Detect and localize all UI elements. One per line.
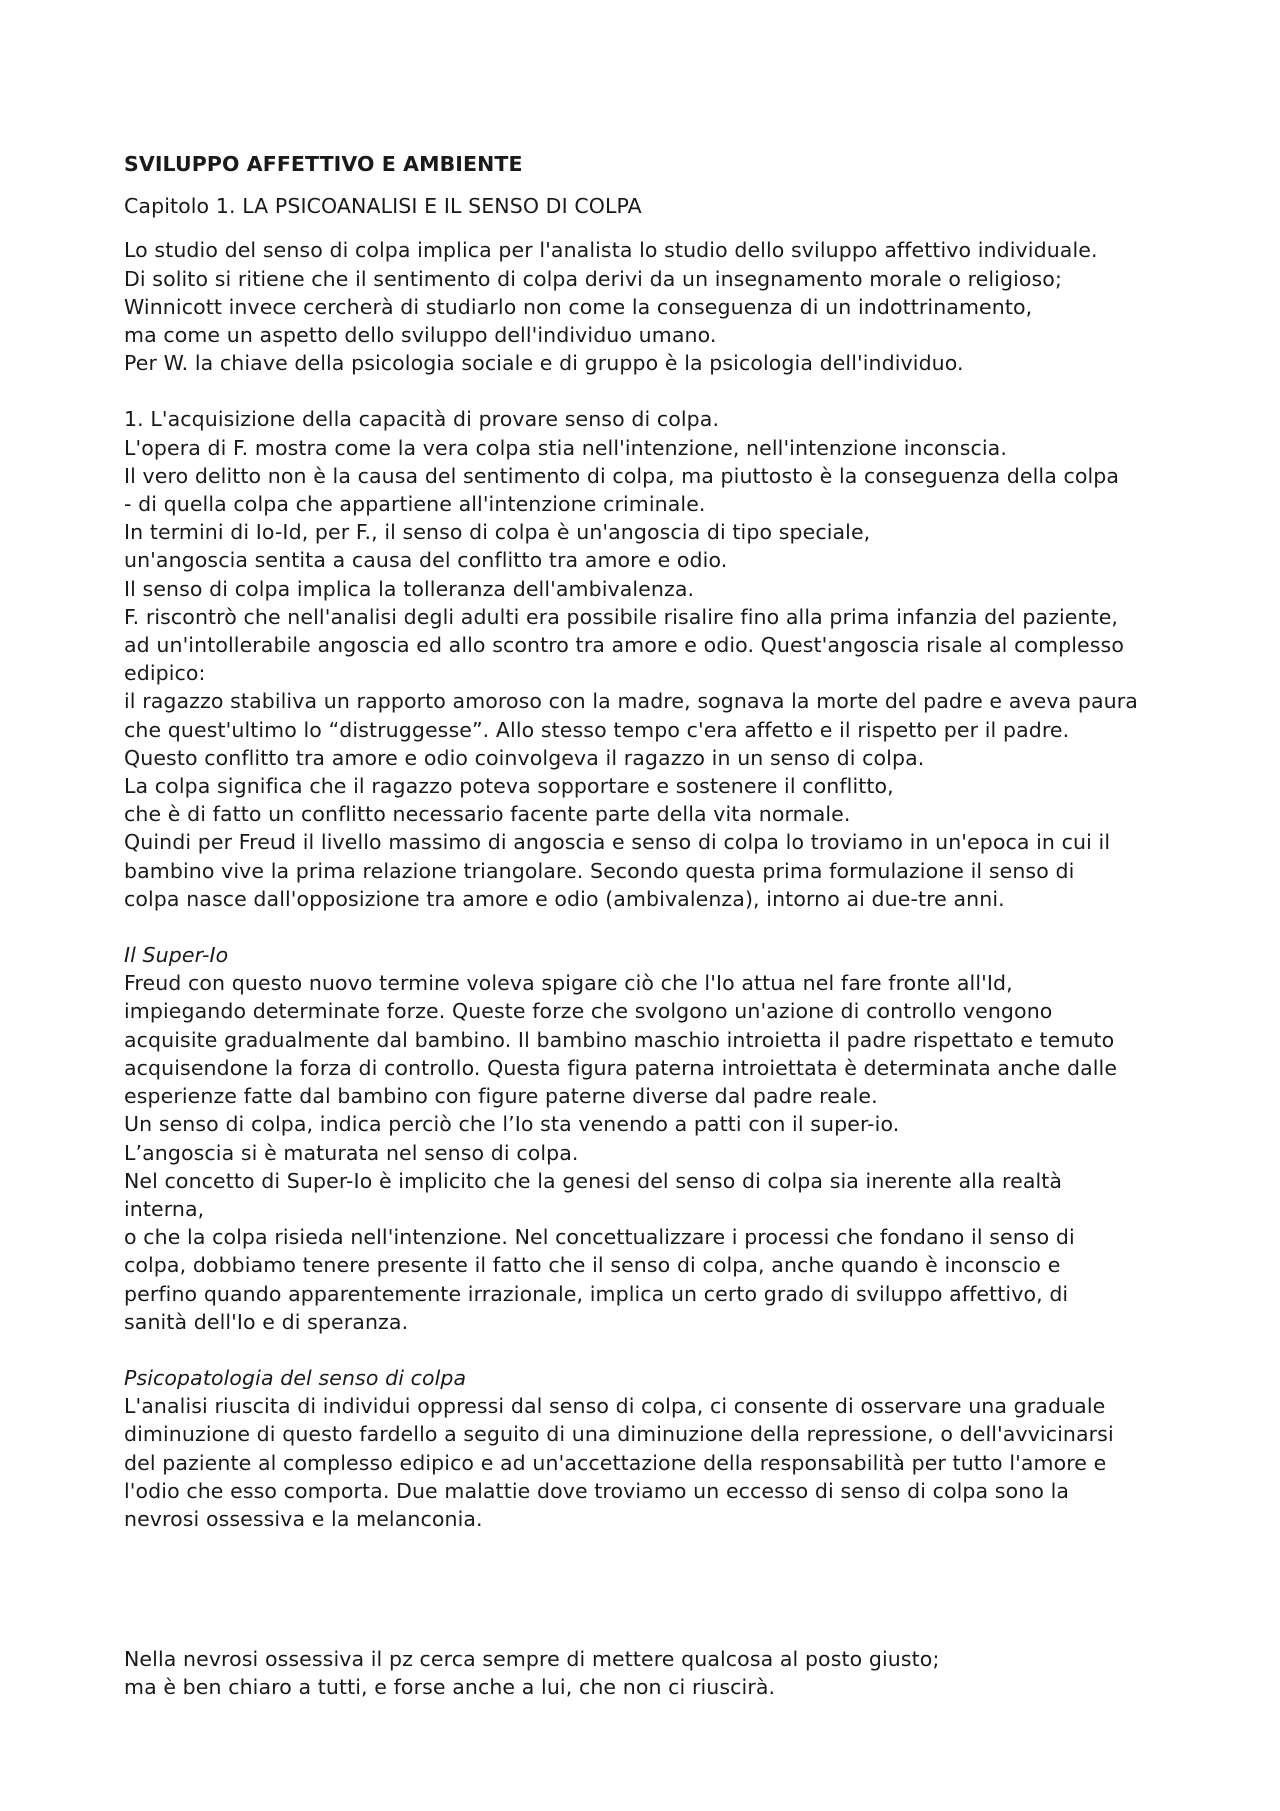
text-line: interna,: [124, 1196, 205, 1221]
section-psicopatologia: [124, 1364, 1204, 1533]
text-line: diminuzione di questo fardello a seguito di una diminuzione della repressione, o dell'avvicinarsi: [124, 1422, 1114, 1447]
section-super-io: [124, 941, 1204, 1336]
text-line: Nella nevrosi ossessiva il pz cerca sempre di mettere qualcosa al posto giusto;: [124, 1647, 940, 1672]
text-line: - di quella colpa che appartiene all'intenzione criminale.: [124, 492, 706, 517]
text-line: edipico:: [124, 661, 206, 686]
section-1: [124, 405, 1204, 913]
text-line: acquisite gradualmente dal bambino. Il bambino maschio introietta il padre rispettato e temuto: [124, 1027, 1115, 1052]
text-line: Per W. la chiave della psicologia sociale e di gruppo è la psicologia dell'individuo.: [124, 351, 964, 376]
text-line: Quindi per Freud il livello massimo di angoscia e senso di colpa lo troviamo in un'epoca in cui il: [124, 830, 1111, 855]
text-line: o che la colpa risieda nell'intenzione. Nel concettualizzare i processi che fondano il senso di: [124, 1225, 1075, 1250]
text-line: che quest'ultimo lo “distruggesse”. Allo stesso tempo c'era affetto e il rispetto per il padre.: [124, 717, 1070, 742]
text-line: Winnicott invece cercherà di studiarlo non come la conseguenza di un indottrinamento,: [124, 294, 1033, 319]
text-line: bambino vive la prima relazione triangolare. Secondo questa prima formulazione il senso di: [124, 858, 1075, 883]
text-line: colpa, dobbiamo tenere presente il fatto che il senso di colpa, anche quando è inconscio e: [124, 1253, 1061, 1278]
section-heading: Il Super-Io: [124, 943, 229, 968]
intro-paragraph: [124, 236, 1204, 377]
text-line: Il senso di colpa implica la tolleranza dell'ambivalenza.: [124, 576, 695, 601]
text-line: L'opera di F. mostra come la vera colpa stia nell'intenzione, nell'intenzione inconscia.: [124, 435, 1007, 460]
text-line: Un senso di colpa, indica perciò che l’Io sta venendo a patti con il super-io.: [124, 1112, 900, 1137]
text-line: nevrosi ossessiva e la melanconia.: [124, 1506, 483, 1531]
text-line: che è di fatto un conflitto necessario facente parte della vita normale.: [124, 802, 851, 827]
text-line: ma come un aspetto dello sviluppo dell'individuo umano.: [124, 323, 717, 348]
text-line: l'odio che esso comporta. Due malattie dove troviamo un eccesso di senso di colpa sono la: [124, 1478, 1070, 1503]
text-line: un'angoscia sentita a causa del conflitto tra amore e odio.: [124, 548, 728, 573]
text-line: Nel concetto di Super-Io è implicito che la genesi del senso di colpa sia inerente alla realtà: [124, 1168, 1063, 1193]
text-line: colpa nasce dall'opposizione tra amore e odio (ambivalenza), intorno ai due-tre anni.: [124, 886, 1005, 911]
text-line: L'analisi riuscita di individui oppressi dal senso di colpa, ci consente di osservare una graduale: [124, 1394, 1106, 1419]
text-line: impiegando determinate forze. Queste forze che svolgono un'azione di controllo vengono: [124, 999, 1053, 1024]
document-title: SVILUPPO AFFETTIVO E AMBIENTE: [124, 152, 523, 176]
text-line: Di solito si ritiene che il sentimento di colpa derivi da un insegnamento morale o religioso;: [124, 266, 1062, 291]
text-line: acquisendone la forza di controllo. Questa figura paterna introiettata è determinata anche dalle: [124, 1055, 1118, 1080]
text-line: F. riscontrò che nell'analisi degli adulti era possibile risalire fino alla prima infanzia del paziente,: [124, 604, 1119, 629]
text-line: Il vero delitto non è la causa del sentimento di colpa, ma piuttosto è la conseguenza della colpa: [124, 463, 1120, 488]
closing-paragraph: [124, 1645, 1204, 1701]
text-line: sanità dell'Io e di speranza.: [124, 1309, 409, 1334]
text-line: il ragazzo stabiliva un rapporto amoroso con la madre, sognava la morte del padre e aveva paura: [124, 689, 1138, 714]
text-line: In termini di Io-Id, per F., il senso di colpa è un'angoscia di tipo speciale,: [124, 520, 871, 545]
text-line: perfino quando apparentemente irrazionale, implica un certo grado di sviluppo affettivo, di: [124, 1281, 1069, 1306]
text-line: ma è ben chiaro a tutti, e forse anche a lui, che non ci riuscirà.: [124, 1675, 776, 1700]
text-line: Lo studio del senso di colpa implica per l'analista lo studio dello sviluppo affettivo individuale.: [124, 238, 1098, 263]
section-heading: 1. L'acquisizione della capacità di provare senso di colpa.: [124, 407, 720, 432]
section-heading: Psicopatologia del senso di colpa: [124, 1365, 467, 1390]
document-page: [124, 150, 1204, 1702]
chapter-heading: Capitolo 1. LA PSICOANALISI E IL SENSO DI COLPA: [124, 194, 642, 219]
text-line: esperienze fatte dal bambino con figure paterne diverse dal padre reale.: [124, 1084, 878, 1109]
text-line: del paziente al complesso edipico e ad un'accettazione della responsabilità per tutto l'amore e: [124, 1450, 1107, 1475]
text-line: ad un'intollerabile angoscia ed allo scontro tra amore e odio. Quest'angoscia risale al complesso: [124, 633, 1124, 658]
text-line: Freud con questo nuovo termine voleva spigare ciò che l'Io attua nel fare fronte all'Id,: [124, 971, 1013, 996]
text-line: La colpa significa che il ragazzo poteva sopportare e sostenere il conflitto,: [124, 774, 894, 799]
text-line: L’angoscia si è maturata nel senso di colpa.: [124, 1140, 579, 1165]
text-line: Questo conflitto tra amore e odio coinvolgeva il ragazzo in un senso di colpa.: [124, 745, 925, 770]
